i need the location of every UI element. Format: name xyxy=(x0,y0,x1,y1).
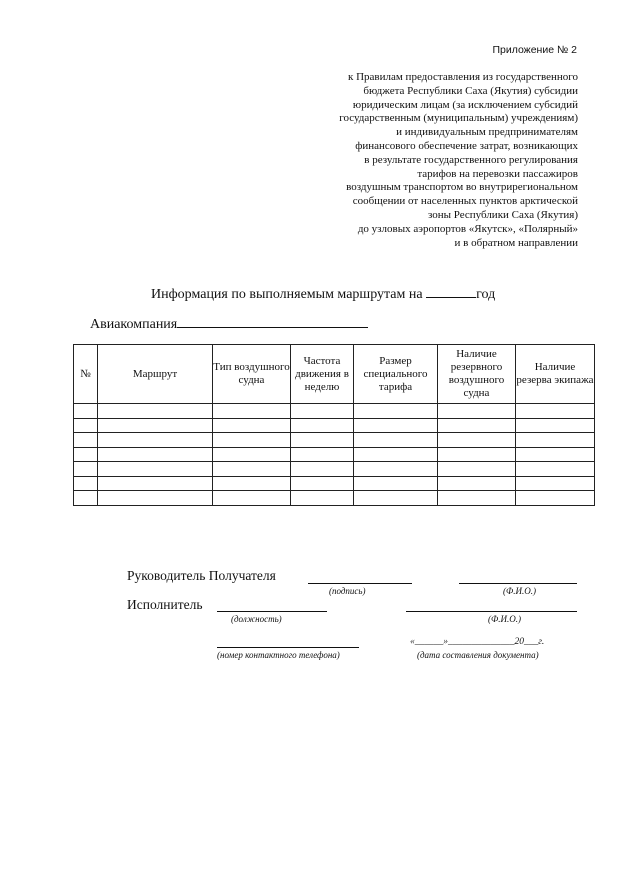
table-row xyxy=(74,433,595,448)
title-prefix: Информация по выполняемым маршрутам на xyxy=(151,287,427,302)
regulation-reference-line: к Правилам предоставления из государственного xyxy=(347,71,578,83)
regulation-reference-line: зоны Республики Саха (Якутия) xyxy=(427,208,578,221)
table-cell[interactable] xyxy=(98,462,213,477)
table-cell[interactable] xyxy=(213,462,291,477)
table-row xyxy=(74,447,595,462)
table-cell[interactable] xyxy=(98,476,213,491)
signature-line xyxy=(308,583,412,584)
column-header: Наличие резерва экипажа xyxy=(516,345,595,404)
table-row xyxy=(74,404,595,419)
table-cell[interactable] xyxy=(291,433,354,448)
table-cell[interactable] xyxy=(74,418,98,433)
phone-caption: (номер контактного телефона) xyxy=(217,650,340,660)
phone-line xyxy=(217,647,359,648)
executor-label: Исполнитель xyxy=(127,597,203,612)
table-cell[interactable] xyxy=(213,491,291,506)
executor-fio-caption: (Ф.И.О.) xyxy=(488,614,521,624)
table-cell[interactable] xyxy=(516,462,595,477)
regulation-reference-line: финансового обеспечение затрат, возникающих xyxy=(355,139,578,152)
title-suffix: год xyxy=(476,287,496,302)
table-cell[interactable] xyxy=(516,491,595,506)
regulation-reference-line: и индивидуальным предпринимателям xyxy=(396,126,578,139)
table-cell[interactable] xyxy=(354,462,438,477)
table-cell[interactable] xyxy=(438,476,516,491)
table-cell[interactable] xyxy=(438,418,516,433)
table-cell[interactable] xyxy=(74,447,98,462)
table-cell[interactable] xyxy=(291,447,354,462)
document-title xyxy=(151,285,495,303)
table-cell[interactable] xyxy=(213,404,291,419)
table-cell[interactable] xyxy=(213,433,291,448)
table-cell[interactable] xyxy=(98,491,213,506)
table-cell[interactable] xyxy=(354,404,438,419)
table-cell[interactable] xyxy=(516,404,595,419)
table-row xyxy=(74,476,595,491)
table-row xyxy=(74,491,595,506)
table-cell[interactable] xyxy=(213,476,291,491)
column-header: Маршрут xyxy=(98,345,213,404)
regulation-reference xyxy=(278,71,578,250)
head-fio-line xyxy=(459,583,577,584)
regulation-reference-line: в результате государственного регулирования xyxy=(364,153,578,166)
table-cell[interactable] xyxy=(438,491,516,506)
table-body xyxy=(74,404,595,506)
position-line xyxy=(217,611,327,612)
column-header: Размер специального тарифа xyxy=(354,345,438,404)
airline-field xyxy=(90,315,368,333)
table-cell[interactable] xyxy=(516,476,595,491)
table-header-row xyxy=(74,345,595,404)
table-cell[interactable] xyxy=(291,404,354,419)
head-label: Руководитель Получателя xyxy=(127,568,276,583)
regulation-reference-line: государственным (муниципальным) учреждениям) xyxy=(339,112,578,125)
table-cell[interactable] xyxy=(291,476,354,491)
table-row xyxy=(74,462,595,477)
table-cell[interactable] xyxy=(516,447,595,462)
table-cell[interactable] xyxy=(291,491,354,506)
table-cell[interactable] xyxy=(354,476,438,491)
table-cell[interactable] xyxy=(516,418,595,433)
table-cell[interactable] xyxy=(354,418,438,433)
column-header: Наличие резервного воздушного судна xyxy=(438,345,516,404)
column-header: № xyxy=(74,345,98,404)
table-cell[interactable] xyxy=(354,447,438,462)
appendix-number: Приложение № 2 xyxy=(492,44,577,56)
table-cell[interactable] xyxy=(354,433,438,448)
regulation-reference-line: юридическим лицам (за исключением субсидий xyxy=(352,98,578,111)
table-row xyxy=(74,418,595,433)
table-cell[interactable] xyxy=(98,418,213,433)
table-cell[interactable] xyxy=(438,447,516,462)
airline-blank xyxy=(177,315,368,328)
column-header: Тип воздушного судна xyxy=(213,345,291,404)
table-cell[interactable] xyxy=(438,462,516,477)
regulation-reference-line: сообщении от населенных пунктов арктической xyxy=(352,195,578,208)
table-cell[interactable] xyxy=(291,462,354,477)
table-cell[interactable] xyxy=(74,476,98,491)
airline-label: Авиакомпания xyxy=(90,317,178,332)
regulation-reference-line: бюджета Республики Саха (Якутия) субсидии xyxy=(363,84,578,97)
table-cell[interactable] xyxy=(74,462,98,477)
regulation-reference-line: тарифов на перевозки пассажиров xyxy=(417,167,578,180)
routes-table xyxy=(73,344,595,506)
table-cell[interactable] xyxy=(74,491,98,506)
date-field: «______»______________20___г. xyxy=(410,637,545,647)
executor-fio-line xyxy=(406,611,577,612)
column-header: Частота движения в неделю xyxy=(291,345,354,404)
regulation-reference-line: воздушным транспортом во внутрирегиональном xyxy=(346,181,578,194)
table-cell[interactable] xyxy=(354,491,438,506)
date-caption: (дата составления документа) xyxy=(417,650,539,660)
table-cell[interactable] xyxy=(213,447,291,462)
table-cell[interactable] xyxy=(291,418,354,433)
table-cell[interactable] xyxy=(516,433,595,448)
table-cell[interactable] xyxy=(98,404,213,419)
year-blank xyxy=(426,285,476,298)
table-cell[interactable] xyxy=(438,404,516,419)
signature-caption: (подпись) xyxy=(329,586,366,596)
table-cell[interactable] xyxy=(98,447,213,462)
regulation-reference-line: и в обратном направлении xyxy=(454,236,578,249)
table-cell[interactable] xyxy=(438,433,516,448)
regulation-reference-line: до узловых аэропортов «Якутск», «Полярный» xyxy=(357,222,578,235)
head-fio-caption: (Ф.И.О.) xyxy=(503,586,536,596)
position-caption: (должность) xyxy=(231,614,282,624)
table-cell[interactable] xyxy=(98,433,213,448)
table-cell[interactable] xyxy=(213,418,291,433)
table-cell[interactable] xyxy=(74,433,98,448)
table-cell[interactable] xyxy=(74,404,98,419)
